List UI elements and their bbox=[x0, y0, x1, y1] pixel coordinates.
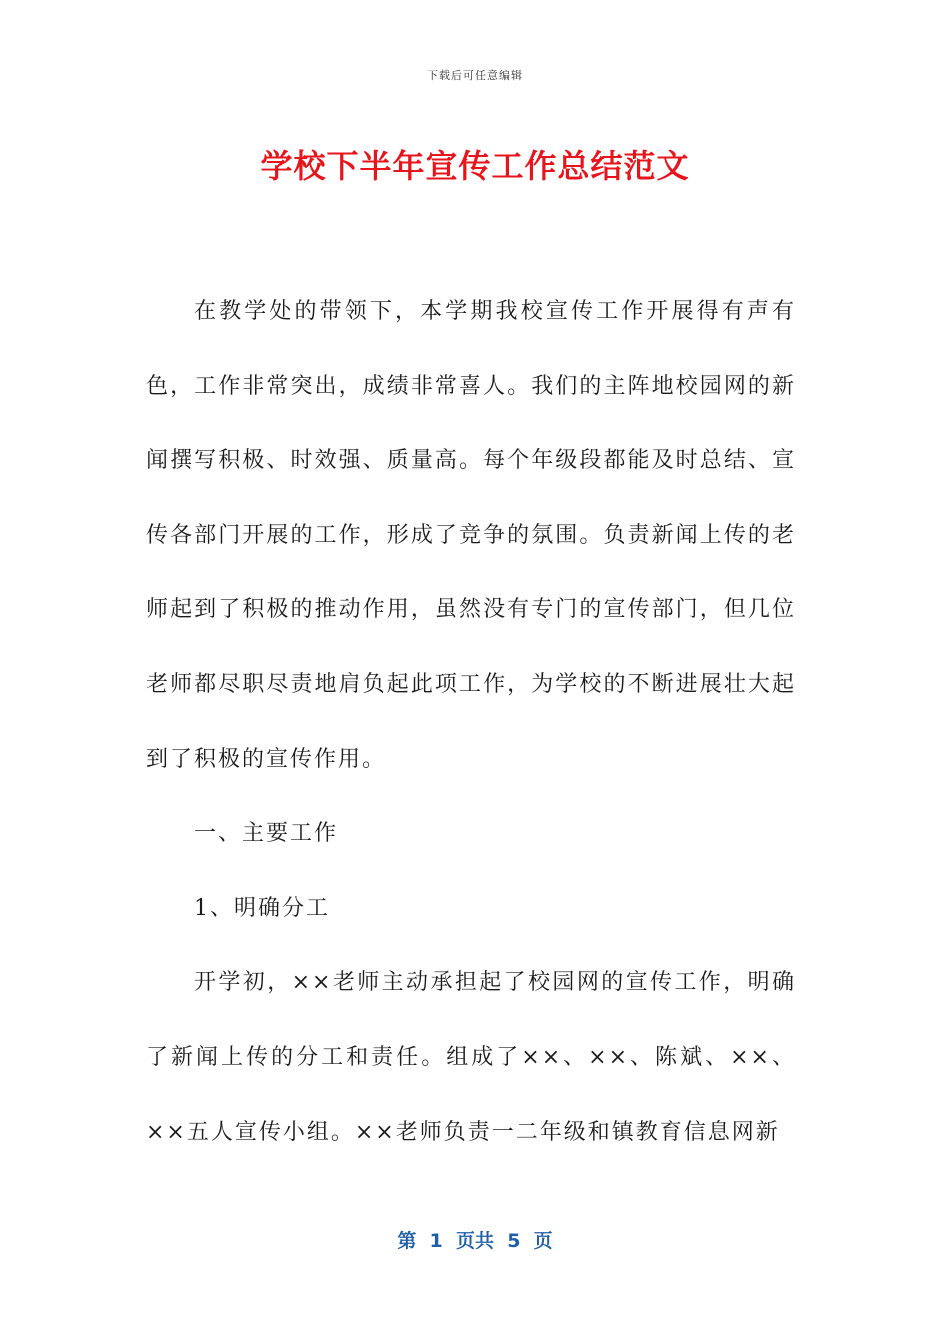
header-note: 下载后可任意编辑 bbox=[427, 69, 523, 82]
page-footer: 第 1 页共 5 页 bbox=[397, 1230, 553, 1252]
section-heading: 一、主要工作 bbox=[194, 821, 339, 847]
document-title: 学校下半年宣传工作总结范文 bbox=[260, 147, 690, 185]
document-body bbox=[146, 275, 796, 1170]
subsection-heading: 1、明确分工 bbox=[194, 895, 330, 921]
paragraph-division-of-labor: 开学初，××老师主动承担起了校园网的宣传工作，明确了新闻上传的分工和责任。组成了××、××、陈斌、××、××五人宣传小组。××老师负责一二年级和镇教育信息网新 bbox=[146, 970, 796, 1145]
paragraph-intro: 在教学处的带领下，本学期我校宣传工作开展得有声有色，工作非常突出，成绩非常喜人。我们的主阵地校园网的新闻撰写积极、时效强、质量高。每个年级段都能及时总结、宣传各部门开展的工作，形成了竞争的氛围。负责新闻上传的老师起到了积极的推动作用，虽然没有专门的宣传部门，但几位老师都尽职尽责地肩负起此项工作，为学校的不断进展壮大起到了积极的宣传作用。 bbox=[146, 299, 796, 772]
